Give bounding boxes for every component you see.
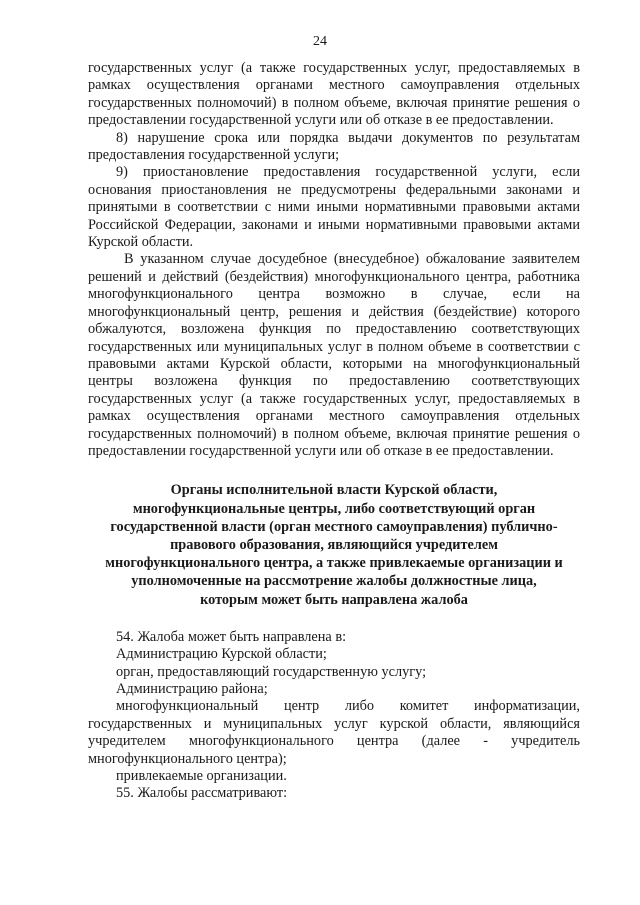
list-item: Администрацию Курской области;	[116, 646, 327, 663]
list-item: привлекаемые организации.	[116, 768, 287, 785]
heading-line: правового образования, являющийся учредителем	[170, 536, 498, 553]
heading-line: Органы исполнительной власти Курской области,	[170, 482, 498, 499]
list-item: многофункциональный центр либо комитет информатизации, государственных и муниципальных услуг курской области, являющийся учредителем многофункционального центра (далее - учредитель многофункционального центра);	[88, 698, 580, 767]
heading-line: уполномоченные на рассмотрение жалобы должностные лица,	[131, 573, 537, 590]
list-item: 54. Жалоба может быть направлена в:	[116, 628, 347, 645]
section-heading	[88, 481, 580, 608]
heading-line: многофункционального центра, а также привлекаемые организации и	[105, 555, 563, 572]
heading-line: государственной власти (орган местного самоуправления) публично-	[110, 518, 558, 535]
heading-line: которым может быть направлена жалоба	[200, 591, 468, 608]
list-item: Администрацию района;	[116, 680, 268, 697]
paragraph-mfc-appeal: В указанном случае досудебное (внесудебное) обжалование заявителем решений и действий (бездействия) многофункционального центра, работника многофункционального центра возможно в случае, если на многофункциональный центр, решения и действия (бездействие) которого обжалуются, возложена функция по предоставлению соответствующих государственных или муниципальных услуг в полном объеме в соответствии с правовыми актами Курской области, которыми на многофункциональный центры возложена функция по предоставлению соответствующих государственных услуг (а также государственных услуг, предоставляемых в рамках осуществления органами местного самоуправления отдельных государственных полномочий) в полном объеме, включая принятие решения о предоставлении государственной услуги или об отказе в ее предоставлении.	[88, 251, 580, 459]
complaint-recipients-list	[88, 629, 580, 803]
list-item: 55. Жалобы рассматривают:	[116, 785, 288, 802]
paragraph-item-8: 8) нарушение срока или порядка выдачи документов по результатам предоставления государственной услуги;	[88, 129, 580, 164]
paragraph-item-9: 9) приостановление предоставления государственной услуги, если основания приостановления не предусмотрены федеральными законами и принятыми в соответствии с ними иными нормативными правовыми актами Российской Федерации, законами и иными нормативными правовыми актами Курской области.	[88, 164, 580, 251]
page-number: 24	[313, 34, 327, 49]
heading-line: многофункциональные центры, либо соответствующий орган	[132, 500, 536, 517]
document-body	[88, 60, 580, 803]
paragraph: государственных услуг (а также государственных услуг, предоставляемых в рамках осуществления органами местного самоуправления отдельных государственных полномочий) в полном объеме, включая принятие решения о предоставлении государственной услуги или об отказе в ее предоставлении.	[88, 60, 580, 129]
list-item: орган, предоставляющий государственную услугу;	[116, 663, 427, 680]
